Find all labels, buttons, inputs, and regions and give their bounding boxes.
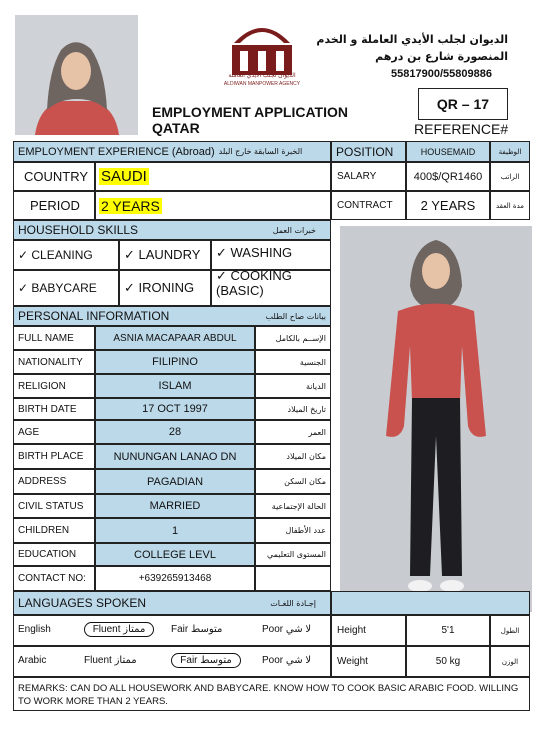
personal-row-ar-cell	[255, 518, 331, 543]
skill-item: ✓ COOKING (BASIC)	[216, 268, 292, 298]
remarks-text: REMARKS: CAN DO ALL HOUSEWORK AND BABYCARE. KNOW HOW TO COOK BASIC ARABIC FOOD. WILLING TO WORK MORE THAN 2 YEARS.	[18, 683, 519, 707]
personal-row-value: 28	[168, 426, 182, 438]
personal-row-value: FILIPINO	[152, 356, 198, 368]
language-option-fair: Fair متوسط	[171, 624, 223, 635]
personal-row-ar: العمر	[308, 427, 326, 437]
position-value: HOUSEMAID	[420, 146, 476, 157]
height-value-cell	[406, 615, 490, 646]
language-option-fair: Fair متوسط	[171, 653, 241, 668]
experience-header	[13, 141, 331, 162]
personal-row-ar-cell	[255, 469, 331, 494]
reference-label: REFERENCE#	[414, 121, 509, 137]
skill-cell	[211, 240, 331, 270]
skill-item: ✓ CLEANING	[18, 248, 93, 262]
position-ar: الوظيفة	[498, 147, 522, 156]
personal-row-label-cell	[13, 566, 95, 591]
personal-row-value-cell	[95, 350, 255, 374]
period-label-cell	[13, 191, 95, 220]
country-value-cell	[95, 162, 331, 191]
personal-row-ar: عدد الأطفال	[285, 526, 326, 535]
personal-row-label-cell	[13, 469, 95, 494]
weight-value-cell	[406, 646, 490, 677]
personal-row-ar: الديانة	[305, 381, 326, 391]
agency-phones: 55817900/55809886	[391, 68, 492, 80]
personal-row-label: RELIGION	[18, 380, 66, 392]
personal-row-label: BIRTH PLACE	[18, 451, 84, 462]
period-value: 2 YEARS	[101, 197, 160, 214]
personal-row-label-cell	[13, 444, 95, 469]
language-name: English	[18, 624, 51, 635]
personal-row-value: PAGADIAN	[146, 475, 204, 488]
personal-row-ar-cell	[255, 420, 331, 444]
personal-header	[13, 306, 331, 326]
full-body-photo	[340, 226, 532, 612]
skill-cell	[13, 270, 119, 306]
salary-ar-cell	[490, 162, 530, 191]
personal-row-value: 17 OCT 1997	[142, 403, 208, 415]
height-label: Height	[337, 625, 366, 636]
contract-value-cell	[406, 191, 490, 220]
languages-header	[13, 591, 331, 615]
personal-row-value: COLLEGE LEVL	[134, 548, 216, 561]
language-row	[13, 646, 331, 677]
personal-row-label: BIRTH DATE	[18, 403, 77, 415]
skills-header	[13, 220, 331, 240]
personal-row-ar: الحالة الإجتماعية	[271, 501, 326, 511]
personal-row-label-cell	[13, 518, 95, 543]
weight-ar-cell	[490, 646, 530, 677]
personal-row-value-cell	[95, 374, 255, 398]
skill-cell	[119, 240, 211, 270]
personal-row-label: CONTACT NO:	[18, 573, 86, 584]
salary-label-cell	[331, 162, 406, 191]
personal-row-ar: الإســم بالكامل	[275, 333, 326, 343]
salary-label: SALARY	[337, 171, 377, 182]
page-title: EMPLOYMENT APPLICATION QATAR	[152, 104, 348, 136]
contract-value: 2 YEARS	[420, 198, 476, 213]
personal-row-value: 1	[171, 524, 179, 537]
skills-label-ar: خبرات العمل	[272, 225, 316, 235]
languages-label: LANGUAGES SPOKEN	[18, 596, 147, 610]
personal-row-value-cell	[95, 326, 255, 350]
personal-row-label-cell	[13, 350, 95, 374]
language-option-fluent: Fluent ممتاز	[84, 655, 137, 666]
weight-label-cell	[331, 646, 406, 677]
personal-row-ar-cell	[255, 543, 331, 566]
language-row	[13, 615, 331, 646]
personal-row-ar-cell	[255, 566, 331, 591]
personal-row-label-cell	[13, 398, 95, 420]
salary-value: 400$/QR1460	[413, 170, 483, 183]
contract-label-cell	[331, 191, 406, 220]
skill-cell	[13, 240, 119, 270]
height-ar: الطول	[500, 626, 520, 635]
personal-row-label-cell	[13, 374, 95, 398]
personal-row-label-cell	[13, 494, 95, 518]
personal-row-value: ASNIA MACAPAAR ABDUL	[113, 332, 237, 344]
personal-row-value: MARRIED	[149, 500, 201, 512]
personal-row-value-cell	[95, 469, 255, 494]
personal-row-value-cell	[95, 420, 255, 444]
personal-label-ar: بيانات صاح الطلب	[265, 311, 326, 321]
height-ar-cell	[490, 615, 530, 646]
personal-row-label: AGE	[18, 426, 40, 438]
personal-row-ar: مكان السكن	[284, 477, 326, 486]
skill-item: ✓ WASHING	[216, 245, 293, 260]
personal-row-value-cell	[95, 444, 255, 469]
language-name: Arabic	[18, 655, 47, 666]
remarks-box	[13, 677, 530, 711]
personal-row-ar-cell	[255, 350, 331, 374]
personal-row-ar-cell	[255, 398, 331, 420]
agency-name-ar: الديوان لجلب الأيدي العاملة و الخدم	[316, 33, 508, 46]
personal-row-label: FULL NAME	[18, 332, 74, 344]
skill-item: ✓ BABYCARE	[18, 281, 97, 295]
skill-item: ✓ LAUNDRY	[124, 247, 201, 262]
personal-row-ar: المستوى التعليمي	[266, 550, 326, 559]
personal-row-ar-cell	[255, 494, 331, 518]
agency-logo	[214, 13, 310, 91]
personal-row-value-cell	[95, 518, 255, 543]
passport-photo-figure	[15, 15, 138, 135]
skills-label: HOUSEHOLD SKILLS	[18, 223, 139, 237]
position-ar-cell	[490, 141, 530, 162]
personal-row-value-cell	[95, 566, 255, 591]
personal-row-ar: الجنسية	[299, 357, 326, 367]
weight-value: 50 kg	[435, 656, 461, 667]
personal-row-value: +639265913468	[138, 573, 212, 584]
language-option-poor: Poor لا شي	[262, 655, 312, 666]
languages-header-right	[331, 591, 530, 615]
country-value: SAUDI	[101, 168, 147, 185]
personal-row-value: ISLAM	[158, 380, 192, 392]
full-body-figure	[340, 226, 532, 612]
experience-label: EMPLOYMENT EXPERIENCE (Abroad)	[18, 145, 215, 158]
contract-label: CONTRACT	[337, 200, 393, 211]
personal-row-label: CHILDREN	[18, 525, 70, 536]
personal-label: PERSONAL INFORMATION	[18, 309, 170, 323]
period-label: PERIOD	[30, 198, 80, 213]
country-label: COUNTRY	[24, 169, 89, 184]
personal-row-label: NATIONALITY	[18, 356, 83, 368]
logo-sub-en: ALDIWAN MANPOWER AGENCY	[223, 81, 301, 87]
contract-ar: مدة العقد	[496, 201, 524, 210]
personal-row-value: NUNUNGAN LANAO DN	[113, 450, 237, 463]
salary-value-cell	[406, 162, 490, 191]
personal-row-label: EDUCATION	[18, 549, 77, 560]
salary-ar: الراتب	[500, 172, 520, 181]
skill-cell	[211, 270, 331, 306]
language-option-poor: Poor لا شي	[262, 624, 312, 635]
country-label-cell	[13, 162, 95, 191]
personal-row-ar-cell	[255, 326, 331, 350]
personal-row-label-cell	[13, 326, 95, 350]
personal-row-value-cell	[95, 543, 255, 566]
height-label-cell	[331, 615, 406, 646]
position-value-cell	[406, 141, 490, 162]
experience-label-ar: الخبرة السابقة خارج البلد	[218, 147, 303, 156]
personal-row-ar-cell	[255, 374, 331, 398]
personal-row-label-cell	[13, 420, 95, 444]
personal-row-ar: تاريخ الميلاد	[287, 404, 326, 414]
personal-row-value-cell	[95, 398, 255, 420]
weight-label: Weight	[337, 656, 368, 667]
form-code: QR – 17	[418, 88, 508, 120]
personal-row-value-cell	[95, 494, 255, 518]
logo-sub-ar: الديوان لجلب الأيدي العاملة	[228, 73, 296, 79]
personal-row-label: CIVIL STATUS	[18, 500, 84, 512]
personal-row-ar-cell	[255, 444, 331, 469]
period-value-cell	[95, 191, 331, 220]
position-label-cell	[331, 141, 406, 162]
weight-ar: الوزن	[501, 657, 519, 666]
position-label: POSITION	[336, 144, 394, 159]
agency-address-ar: المنصورة شارع بن درهم	[375, 50, 508, 63]
height-value: 5'1	[441, 625, 455, 636]
personal-row-ar: مكان الميلاد	[286, 452, 326, 461]
personal-row-label: ADDRESS	[18, 476, 67, 487]
skill-cell	[119, 270, 211, 306]
personal-row-label-cell	[13, 543, 95, 566]
skill-item: ✓ IRONING	[124, 280, 195, 295]
languages-label-ar: إجـادة اللغـات	[270, 598, 316, 608]
passport-photo	[15, 15, 138, 135]
contract-ar-cell	[490, 191, 530, 220]
language-option-fluent: Fluent ممتاز	[84, 622, 154, 637]
